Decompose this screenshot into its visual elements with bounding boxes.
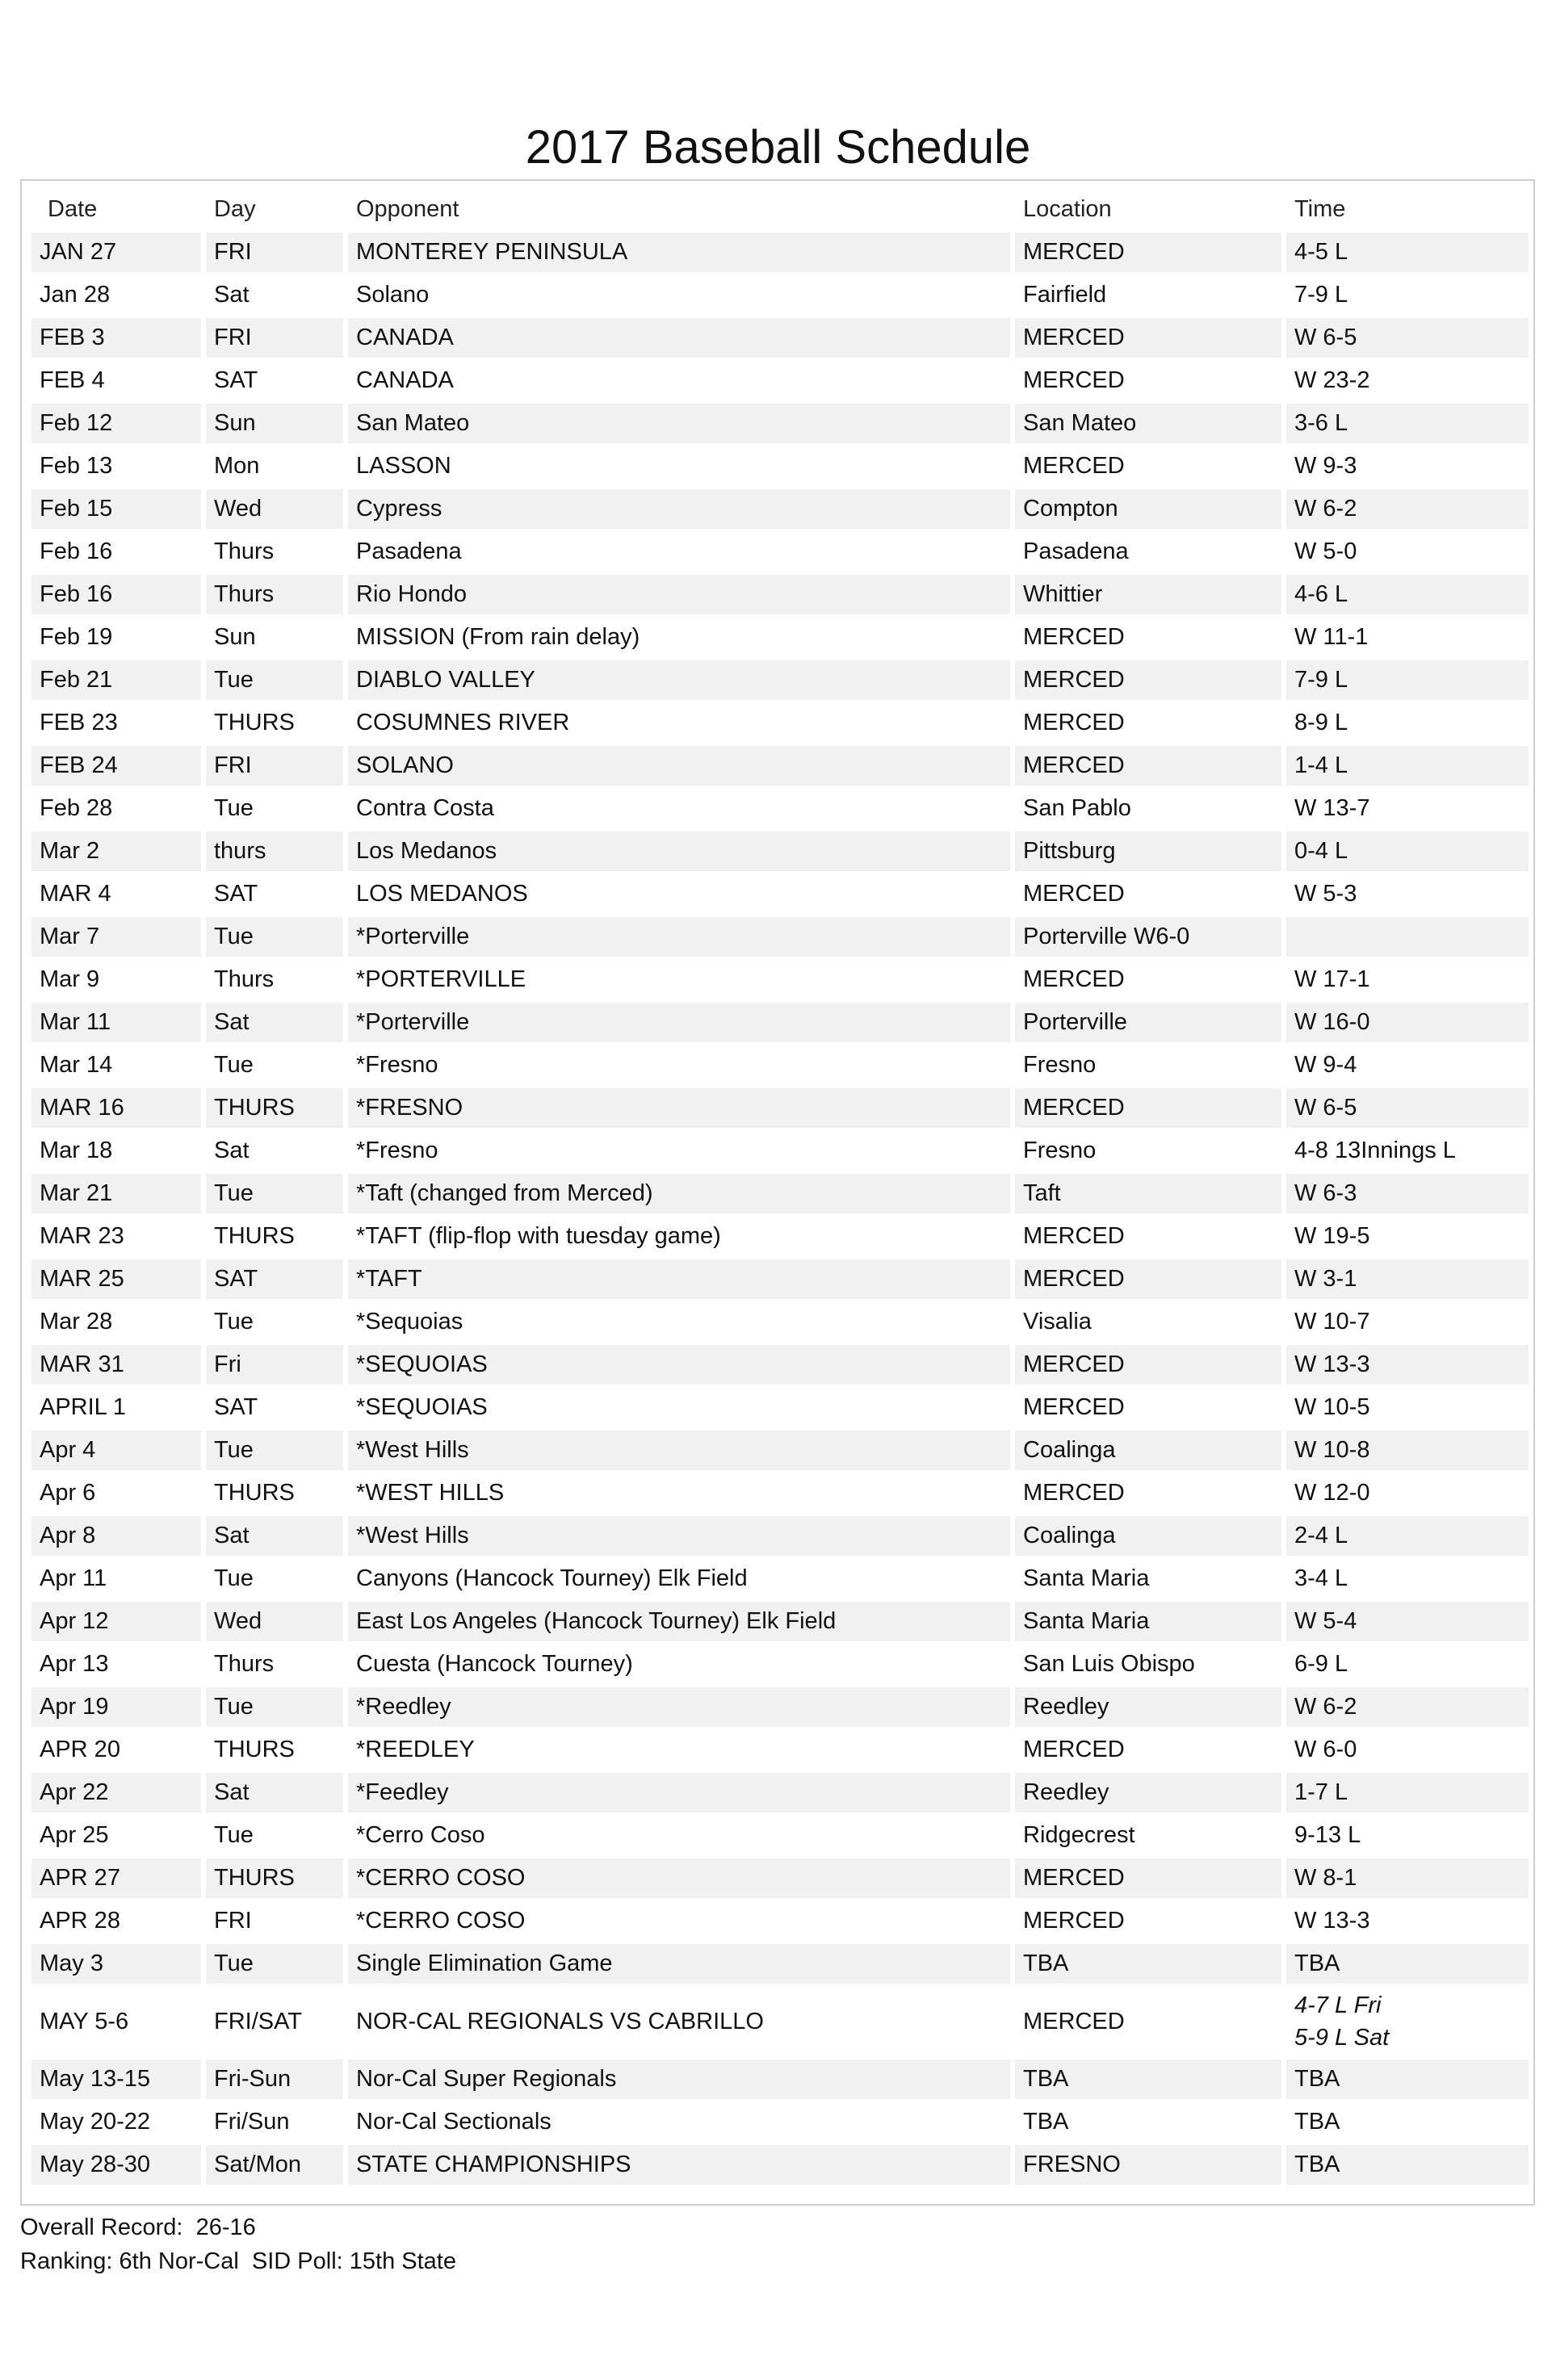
table-row bbox=[31, 746, 1529, 786]
cell-location: Pittsburg bbox=[1015, 832, 1281, 871]
cell-day: SAT bbox=[206, 361, 343, 400]
cell-date: Mar 21 bbox=[31, 1174, 201, 1213]
cell-opponent: *Porterville bbox=[348, 1003, 1010, 1042]
cell-day: FRI bbox=[206, 1901, 343, 1941]
ranking: Ranking: 6th Nor-Cal SID Poll: 15th State bbox=[20, 2248, 456, 2274]
cell-opponent: San Mateo bbox=[348, 404, 1010, 443]
cell-day: Thurs bbox=[206, 960, 343, 999]
cell-time: W 17-1 bbox=[1286, 960, 1529, 999]
cell-opponent: *FRESNO bbox=[348, 1088, 1010, 1128]
cell-date: Feb 21 bbox=[31, 660, 201, 700]
table-row bbox=[31, 1687, 1529, 1727]
table-row bbox=[31, 917, 1529, 957]
cell-location: Pasadena bbox=[1015, 532, 1281, 572]
cell-day: Thurs bbox=[206, 532, 343, 572]
cell-day: Sun bbox=[206, 404, 343, 443]
cell-location: TBA bbox=[1015, 1944, 1281, 1984]
table-row bbox=[31, 361, 1529, 400]
cell-date: APR 27 bbox=[31, 1858, 201, 1898]
cell-time: W 13-3 bbox=[1286, 1345, 1529, 1385]
table-row bbox=[31, 275, 1529, 315]
cell-location: FRESNO bbox=[1015, 2145, 1281, 2185]
cell-day: Sun bbox=[206, 618, 343, 657]
cell-day: Fri bbox=[206, 1345, 343, 1385]
cell-day: THURS bbox=[206, 1088, 343, 1128]
cell-location: San Mateo bbox=[1015, 404, 1281, 443]
table-row bbox=[31, 2102, 1529, 2142]
cell-day: Wed bbox=[206, 1602, 343, 1641]
cell-opponent: *TAFT (flip-flop with tuesday game) bbox=[348, 1217, 1010, 1256]
cell-opponent: MISSION (From rain delay) bbox=[348, 618, 1010, 657]
cell-day: Fri/Sun bbox=[206, 2102, 343, 2142]
cell-day: Tue bbox=[206, 1045, 343, 1085]
time-line: 5-9 L Sat bbox=[1294, 2025, 1390, 2051]
header-row bbox=[31, 190, 1529, 229]
cell-day: Tue bbox=[206, 1559, 343, 1599]
cell-opponent: *TAFT bbox=[348, 1259, 1010, 1299]
cell-opponent: CANADA bbox=[348, 318, 1010, 358]
cell-time: W 5-0 bbox=[1286, 532, 1529, 572]
cell-location: MERCED bbox=[1015, 1987, 1281, 2056]
table-row bbox=[31, 1302, 1529, 1342]
cell-opponent: *CERRO COSO bbox=[348, 1858, 1010, 1898]
cell-location: Fresno bbox=[1015, 1045, 1281, 1085]
cell-location: Compton bbox=[1015, 489, 1281, 529]
cell-location: Visalia bbox=[1015, 1302, 1281, 1342]
table-row bbox=[31, 532, 1529, 572]
overall-record: Overall Record: 26-16 bbox=[20, 2214, 256, 2240]
table-row bbox=[31, 1901, 1529, 1941]
cell-time: 3-6 L bbox=[1286, 404, 1529, 443]
table-row bbox=[31, 2145, 1529, 2185]
cell-date: MAR 4 bbox=[31, 874, 201, 914]
cell-opponent: MONTEREY PENINSULA bbox=[348, 233, 1010, 272]
cell-day: SAT bbox=[206, 1388, 343, 1427]
cell-day: THURS bbox=[206, 1473, 343, 1513]
cell-opponent: SOLANO bbox=[348, 746, 1010, 786]
cell-time: W 9-3 bbox=[1286, 446, 1529, 486]
cell-day: thurs bbox=[206, 832, 343, 871]
cell-date: Mar 28 bbox=[31, 1302, 201, 1342]
cell-day: FRI bbox=[206, 318, 343, 358]
cell-time: W 8-1 bbox=[1286, 1858, 1529, 1898]
cell-day: Tue bbox=[206, 1174, 343, 1213]
cell-time: 6-9 L bbox=[1286, 1645, 1529, 1684]
cell-opponent: Nor-Cal Sectionals bbox=[348, 2102, 1010, 2142]
cell-date: May 13-15 bbox=[31, 2059, 201, 2099]
cell-day: Mon bbox=[206, 446, 343, 486]
cell-time: W 16-0 bbox=[1286, 1003, 1529, 1042]
cell-opponent: *Taft (changed from Merced) bbox=[348, 1174, 1010, 1213]
cell-location: San Pablo bbox=[1015, 789, 1281, 828]
cell-date: FEB 3 bbox=[31, 318, 201, 358]
cell-location: TBA bbox=[1015, 2102, 1281, 2142]
table-row bbox=[31, 1645, 1529, 1684]
schedule-body bbox=[31, 233, 1529, 2185]
cell-time: W 6-5 bbox=[1286, 1088, 1529, 1128]
cell-date: FEB 23 bbox=[31, 703, 201, 743]
cell-day: Fri-Sun bbox=[206, 2059, 343, 2099]
cell-opponent: STATE CHAMPIONSHIPS bbox=[348, 2145, 1010, 2185]
table-row bbox=[31, 1431, 1529, 1470]
table-row bbox=[31, 446, 1529, 486]
cell-time: W 11-1 bbox=[1286, 618, 1529, 657]
cell-day: SAT bbox=[206, 1259, 343, 1299]
cell-location: MERCED bbox=[1015, 446, 1281, 486]
cell-date: Apr 11 bbox=[31, 1559, 201, 1599]
cell-opponent: *REEDLEY bbox=[348, 1730, 1010, 1770]
cell-date: Apr 12 bbox=[31, 1602, 201, 1641]
cell-opponent: East Los Angeles (Hancock Tourney) Elk Field bbox=[348, 1602, 1010, 1641]
cell-time: W 5-4 bbox=[1286, 1602, 1529, 1641]
cell-date: MAR 16 bbox=[31, 1088, 201, 1128]
table-row bbox=[31, 1858, 1529, 1898]
cell-day: SAT bbox=[206, 874, 343, 914]
table-row bbox=[31, 1131, 1529, 1171]
cell-opponent: CANADA bbox=[348, 361, 1010, 400]
table-row bbox=[31, 960, 1529, 999]
cell-day: THURS bbox=[206, 1217, 343, 1256]
table-row bbox=[31, 233, 1529, 272]
cell-location: MERCED bbox=[1015, 1259, 1281, 1299]
cell-location: MERCED bbox=[1015, 874, 1281, 914]
cell-date: May 20-22 bbox=[31, 2102, 201, 2142]
cell-day: FRI bbox=[206, 746, 343, 786]
cell-opponent: Single Elimination Game bbox=[348, 1944, 1010, 1984]
cell-opponent: *Feedley bbox=[348, 1773, 1010, 1812]
cell-time: 8-9 L bbox=[1286, 703, 1529, 743]
cell-location: Coalinga bbox=[1015, 1431, 1281, 1470]
cell-opponent: COSUMNES RIVER bbox=[348, 703, 1010, 743]
table-row bbox=[31, 1602, 1529, 1641]
cell-time: W 9-4 bbox=[1286, 1045, 1529, 1085]
cell-date: APRIL 1 bbox=[31, 1388, 201, 1427]
table-row bbox=[31, 832, 1529, 871]
cell-time: W 6-5 bbox=[1286, 318, 1529, 358]
cell-date: Mar 2 bbox=[31, 832, 201, 871]
cell-time: 1-4 L bbox=[1286, 746, 1529, 786]
cell-date: Apr 19 bbox=[31, 1687, 201, 1727]
cell-time: TBA bbox=[1286, 2145, 1529, 2185]
cell-time: W 10-7 bbox=[1286, 1302, 1529, 1342]
cell-location: Fairfield bbox=[1015, 275, 1281, 315]
cell-opponent: Contra Costa bbox=[348, 789, 1010, 828]
cell-date: Mar 7 bbox=[31, 917, 201, 957]
cell-opponent: Solano bbox=[348, 275, 1010, 315]
cell-location: MERCED bbox=[1015, 618, 1281, 657]
cell-opponent: *PORTERVILLE bbox=[348, 960, 1010, 999]
cell-day: Sat bbox=[206, 1003, 343, 1042]
column-header-date: Date bbox=[31, 190, 201, 229]
table-row bbox=[31, 1088, 1529, 1128]
cell-opponent: *Cerro Coso bbox=[348, 1816, 1010, 1855]
cell-location: Reedley bbox=[1015, 1773, 1281, 1812]
cell-time bbox=[1286, 1987, 1529, 2056]
time-line: 4-7 L Fri bbox=[1294, 1992, 1382, 2018]
cell-time: W 6-2 bbox=[1286, 1687, 1529, 1727]
cell-time: 9-13 L bbox=[1286, 1816, 1529, 1855]
cell-time: 4-5 L bbox=[1286, 233, 1529, 272]
column-header-opponent: Opponent bbox=[348, 190, 1010, 229]
table-row bbox=[31, 1987, 1529, 2056]
cell-day: Sat bbox=[206, 1516, 343, 1556]
cell-date: Feb 16 bbox=[31, 532, 201, 572]
cell-date: Feb 12 bbox=[31, 404, 201, 443]
table-row bbox=[31, 489, 1529, 529]
cell-opponent: LASSON bbox=[348, 446, 1010, 486]
cell-opponent: LOS MEDANOS bbox=[348, 874, 1010, 914]
cell-date: Apr 13 bbox=[31, 1645, 201, 1684]
cell-day: Tue bbox=[206, 1944, 343, 1984]
cell-date: Mar 18 bbox=[31, 1131, 201, 1171]
cell-day: Sat bbox=[206, 1131, 343, 1171]
cell-opponent: *Reedley bbox=[348, 1687, 1010, 1727]
column-header-time: Time bbox=[1286, 190, 1529, 229]
table-row bbox=[31, 318, 1529, 358]
cell-day: Thurs bbox=[206, 1645, 343, 1684]
cell-date: Apr 4 bbox=[31, 1431, 201, 1470]
cell-opponent: NOR-CAL REGIONALS VS CABRILLO bbox=[348, 1987, 1010, 2056]
table-row bbox=[31, 1259, 1529, 1299]
table-row bbox=[31, 618, 1529, 657]
table-row bbox=[31, 575, 1529, 614]
cell-opponent: Cuesta (Hancock Tourney) bbox=[348, 1645, 1010, 1684]
table-row bbox=[31, 660, 1529, 700]
cell-opponent: DIABLO VALLEY bbox=[348, 660, 1010, 700]
cell-time: W 10-8 bbox=[1286, 1431, 1529, 1470]
cell-opponent: Canyons (Hancock Tourney) Elk Field bbox=[348, 1559, 1010, 1599]
cell-location: Santa Maria bbox=[1015, 1559, 1281, 1599]
cell-time: TBA bbox=[1286, 2059, 1529, 2099]
table-row bbox=[31, 703, 1529, 743]
table-row bbox=[31, 1045, 1529, 1085]
cell-opponent: *Sequoias bbox=[348, 1302, 1010, 1342]
table-row bbox=[31, 1174, 1529, 1213]
table-row bbox=[31, 1773, 1529, 1812]
cell-date: FEB 24 bbox=[31, 746, 201, 786]
cell-opponent: *West Hills bbox=[348, 1431, 1010, 1470]
cell-date: APR 28 bbox=[31, 1901, 201, 1941]
cell-day: Tue bbox=[206, 917, 343, 957]
table-row bbox=[31, 1473, 1529, 1513]
cell-location: Whittier bbox=[1015, 575, 1281, 614]
cell-date: May 3 bbox=[31, 1944, 201, 1984]
cell-opponent: *Fresno bbox=[348, 1131, 1010, 1171]
cell-opponent: Cypress bbox=[348, 489, 1010, 529]
cell-location: MERCED bbox=[1015, 1388, 1281, 1427]
table-row bbox=[31, 1730, 1529, 1770]
cell-date: Feb 19 bbox=[31, 618, 201, 657]
cell-day: FRI/SAT bbox=[206, 1987, 343, 2056]
footer bbox=[20, 2210, 456, 2278]
page-title: 2017 Baseball Schedule bbox=[525, 121, 1031, 174]
cell-time: 1-7 L bbox=[1286, 1773, 1529, 1812]
cell-date: APR 20 bbox=[31, 1730, 201, 1770]
schedule-table bbox=[27, 186, 1533, 2188]
table-row bbox=[31, 1345, 1529, 1385]
cell-opponent: *Fresno bbox=[348, 1045, 1010, 1085]
cell-date: JAN 27 bbox=[31, 233, 201, 272]
cell-date: Mar 11 bbox=[31, 1003, 201, 1042]
cell-time: W 5-3 bbox=[1286, 874, 1529, 914]
cell-time: TBA bbox=[1286, 1944, 1529, 1984]
cell-day: Thurs bbox=[206, 575, 343, 614]
table-row bbox=[31, 2059, 1529, 2099]
cell-date: Feb 15 bbox=[31, 489, 201, 529]
cell-location: MERCED bbox=[1015, 1730, 1281, 1770]
cell-date: Apr 22 bbox=[31, 1773, 201, 1812]
cell-day: Tue bbox=[206, 1687, 343, 1727]
cell-time: TBA bbox=[1286, 2102, 1529, 2142]
cell-day: Sat/Mon bbox=[206, 2145, 343, 2185]
table-row bbox=[31, 1816, 1529, 1855]
cell-opponent: *WEST HILLS bbox=[348, 1473, 1010, 1513]
cell-location: Santa Maria bbox=[1015, 1602, 1281, 1641]
cell-date: FEB 4 bbox=[31, 361, 201, 400]
cell-location: Ridgecrest bbox=[1015, 1816, 1281, 1855]
cell-day: Sat bbox=[206, 275, 343, 315]
cell-opponent: Nor-Cal Super Regionals bbox=[348, 2059, 1010, 2099]
cell-day: FRI bbox=[206, 233, 343, 272]
cell-opponent: Rio Hondo bbox=[348, 575, 1010, 614]
cell-time: W 6-3 bbox=[1286, 1174, 1529, 1213]
cell-date: Feb 16 bbox=[31, 575, 201, 614]
column-header-location: Location bbox=[1015, 190, 1281, 229]
cell-date: MAY 5-6 bbox=[31, 1987, 201, 2056]
cell-time: W 10-5 bbox=[1286, 1388, 1529, 1427]
cell-location: MERCED bbox=[1015, 660, 1281, 700]
cell-location: MERCED bbox=[1015, 746, 1281, 786]
cell-location: Coalinga bbox=[1015, 1516, 1281, 1556]
cell-day: THURS bbox=[206, 1730, 343, 1770]
cell-day: Sat bbox=[206, 1773, 343, 1812]
cell-day: Tue bbox=[206, 660, 343, 700]
cell-time: 7-9 L bbox=[1286, 275, 1529, 315]
cell-date: MAR 25 bbox=[31, 1259, 201, 1299]
cell-date: Feb 13 bbox=[31, 446, 201, 486]
cell-day: THURS bbox=[206, 1858, 343, 1898]
cell-opponent: *SEQUOIAS bbox=[348, 1345, 1010, 1385]
table-row bbox=[31, 1559, 1529, 1599]
cell-time: 2-4 L bbox=[1286, 1516, 1529, 1556]
cell-date: May 28-30 bbox=[31, 2145, 201, 2185]
cell-location: MERCED bbox=[1015, 318, 1281, 358]
cell-day: Tue bbox=[206, 1816, 343, 1855]
cell-time: 4-6 L bbox=[1286, 575, 1529, 614]
cell-opponent: *CERRO COSO bbox=[348, 1901, 1010, 1941]
cell-location: Reedley bbox=[1015, 1687, 1281, 1727]
table-row bbox=[31, 789, 1529, 828]
table-row bbox=[31, 1516, 1529, 1556]
cell-time: 0-4 L bbox=[1286, 832, 1529, 871]
cell-time: 3-4 L bbox=[1286, 1559, 1529, 1599]
cell-time: 7-9 L bbox=[1286, 660, 1529, 700]
cell-day: THURS bbox=[206, 703, 343, 743]
cell-day: Tue bbox=[206, 1431, 343, 1470]
cell-time: W 19-5 bbox=[1286, 1217, 1529, 1256]
cell-date: Mar 14 bbox=[31, 1045, 201, 1085]
cell-time: W 13-7 bbox=[1286, 789, 1529, 828]
cell-location: Taft bbox=[1015, 1174, 1281, 1213]
cell-time: W 23-2 bbox=[1286, 361, 1529, 400]
cell-location: Porterville bbox=[1015, 1003, 1281, 1042]
cell-location: MERCED bbox=[1015, 1088, 1281, 1128]
cell-location: San Luis Obispo bbox=[1015, 1645, 1281, 1684]
cell-date: MAR 23 bbox=[31, 1217, 201, 1256]
cell-date: MAR 31 bbox=[31, 1345, 201, 1385]
cell-opponent: *West Hills bbox=[348, 1516, 1010, 1556]
cell-opponent: Los Medanos bbox=[348, 832, 1010, 871]
cell-day: Tue bbox=[206, 1302, 343, 1342]
table-row bbox=[31, 1944, 1529, 1984]
cell-date: Apr 6 bbox=[31, 1473, 201, 1513]
table-row bbox=[31, 874, 1529, 914]
cell-time: W 6-0 bbox=[1286, 1730, 1529, 1770]
cell-day: Tue bbox=[206, 789, 343, 828]
cell-time: W 13-3 bbox=[1286, 1901, 1529, 1941]
cell-location: MERCED bbox=[1015, 703, 1281, 743]
cell-time bbox=[1286, 917, 1529, 957]
cell-time: W 12-0 bbox=[1286, 1473, 1529, 1513]
table-row bbox=[31, 1003, 1529, 1042]
cell-date: Feb 28 bbox=[31, 789, 201, 828]
cell-time: 4-8 13Innings L bbox=[1286, 1131, 1529, 1171]
cell-location: MERCED bbox=[1015, 1901, 1281, 1941]
cell-location: MERCED bbox=[1015, 1858, 1281, 1898]
cell-time: W 6-2 bbox=[1286, 489, 1529, 529]
cell-location: Porterville W6-0 bbox=[1015, 917, 1281, 957]
cell-date: Apr 25 bbox=[31, 1816, 201, 1855]
cell-date: Jan 28 bbox=[31, 275, 201, 315]
cell-location: MERCED bbox=[1015, 960, 1281, 999]
cell-location: MERCED bbox=[1015, 1473, 1281, 1513]
cell-location: MERCED bbox=[1015, 361, 1281, 400]
cell-location: MERCED bbox=[1015, 1217, 1281, 1256]
table-row bbox=[31, 1217, 1529, 1256]
cell-date: Mar 9 bbox=[31, 960, 201, 999]
table-row bbox=[31, 404, 1529, 443]
cell-opponent: *SEQUOIAS bbox=[348, 1388, 1010, 1427]
cell-opponent: Pasadena bbox=[348, 532, 1010, 572]
cell-location: MERCED bbox=[1015, 233, 1281, 272]
column-header-day: Day bbox=[206, 190, 343, 229]
cell-location: TBA bbox=[1015, 2059, 1281, 2099]
cell-location: Fresno bbox=[1015, 1131, 1281, 1171]
cell-day: Wed bbox=[206, 489, 343, 529]
cell-location: MERCED bbox=[1015, 1345, 1281, 1385]
cell-date: Apr 8 bbox=[31, 1516, 201, 1556]
cell-time: W 3-1 bbox=[1286, 1259, 1529, 1299]
cell-opponent: *Porterville bbox=[348, 917, 1010, 957]
table-row bbox=[31, 1388, 1529, 1427]
